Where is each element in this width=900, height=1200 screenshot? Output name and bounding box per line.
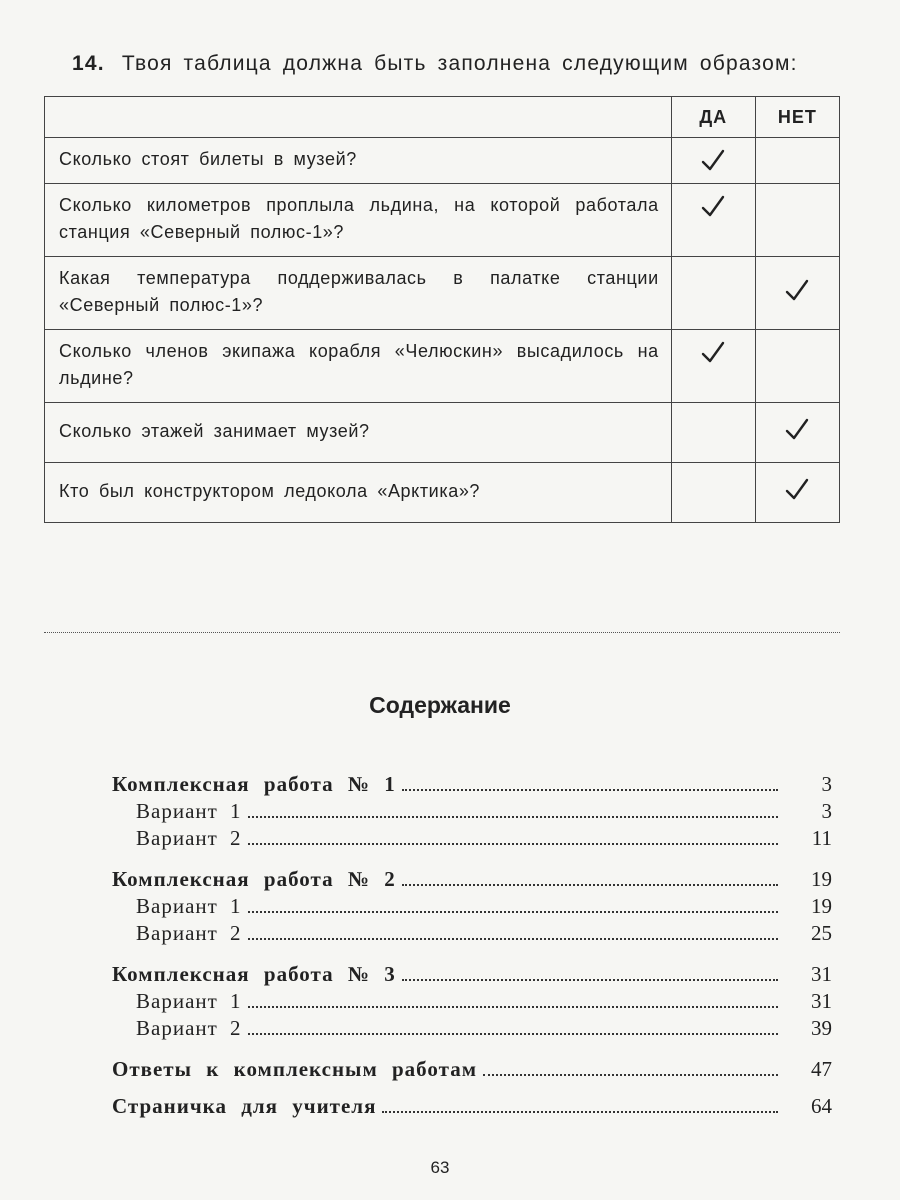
- toc-entry-label: Комплексная работа № 2: [112, 867, 396, 891]
- toc-entry-label: Вариант 1: [136, 894, 242, 918]
- toc-entry-label: Вариант 2: [136, 826, 242, 850]
- toc-group: [112, 962, 832, 1043]
- table-row: [45, 403, 840, 463]
- question-cell: Какая температура поддерживалась в палатке станции «Северный полюс-1»?: [45, 257, 672, 330]
- no-cell: [755, 257, 839, 330]
- table-row: [45, 257, 840, 330]
- toc-entry-page: 31: [811, 989, 832, 1013]
- table-row: [45, 330, 840, 403]
- no-cell: [755, 463, 839, 523]
- table-of-contents: [112, 772, 832, 1131]
- header-yes: ДА: [671, 97, 755, 138]
- toc-entry: [112, 1057, 832, 1084]
- toc-entry-page: 19: [811, 894, 832, 918]
- question-cell: Сколько членов экипажа корабля «Челюскин» высадилось на льдине?: [45, 330, 672, 403]
- toc-entry-page: 25: [811, 921, 832, 945]
- checkmark-icon: [700, 148, 726, 174]
- dot-leader: [248, 937, 778, 940]
- yes-cell: [671, 330, 755, 403]
- toc-subentry: [112, 894, 832, 921]
- section-divider: [44, 632, 840, 633]
- no-cell: [755, 138, 839, 184]
- toc-entry-page: 3: [821, 799, 832, 823]
- yes-cell: [671, 184, 755, 257]
- toc-entry-label: Вариант 1: [136, 799, 242, 823]
- toc-entry-page: 64: [811, 1094, 832, 1118]
- checkmark-icon: [784, 278, 810, 304]
- toc-entry: [112, 772, 832, 799]
- toc-subentry: [112, 921, 832, 948]
- no-cell: [755, 184, 839, 257]
- table-row: [45, 463, 840, 523]
- task-number: 14.: [72, 52, 105, 75]
- toc-subentry: [112, 989, 832, 1016]
- dot-leader: [248, 842, 778, 845]
- toc-subentry: [112, 799, 832, 826]
- table-row: [45, 184, 840, 257]
- toc-title: Содержание: [369, 692, 511, 718]
- yes-cell: [671, 463, 755, 523]
- task-text: Твоя таблица должна быть заполнена следующим образом:: [121, 52, 798, 75]
- toc-entry: [112, 962, 832, 989]
- toc-entry-label: Вариант 1: [136, 989, 242, 1013]
- toc-subentry: [112, 1016, 832, 1043]
- toc-entry-label: Комплексная работа № 1: [112, 772, 396, 796]
- table-header-row: [45, 97, 840, 138]
- yes-cell: [671, 257, 755, 330]
- toc-entry-page: 31: [811, 962, 832, 986]
- question-cell: Сколько стоят билеты в музей?: [45, 138, 672, 184]
- task-heading: [72, 52, 798, 76]
- checkmark-icon: [784, 477, 810, 503]
- toc-subentry: [112, 826, 832, 853]
- toc-entry-page: 39: [811, 1016, 832, 1040]
- toc-entry-label: Вариант 2: [136, 1016, 242, 1040]
- answers-table: [44, 96, 840, 523]
- question-cell: Кто был конструктором ледокола «Арктика»?: [45, 463, 672, 523]
- toc-group: [112, 867, 832, 948]
- toc-group: [112, 1057, 832, 1084]
- dot-leader: [248, 910, 778, 913]
- dot-leader: [402, 978, 778, 981]
- yes-cell: [671, 403, 755, 463]
- yes-cell: [671, 138, 755, 184]
- toc-entry-page: 3: [821, 772, 832, 796]
- table-row: [45, 138, 840, 184]
- checkmark-icon: [700, 194, 726, 220]
- checkmark-icon: [700, 340, 726, 366]
- toc-entry-page: 47: [811, 1057, 832, 1081]
- toc-entry-label: Вариант 2: [136, 921, 242, 945]
- toc-entry-page: 19: [811, 867, 832, 891]
- toc-entry-label: Комплексная работа № 3: [112, 962, 396, 986]
- table-body: [45, 138, 840, 523]
- toc-entry-label: Страничка для учителя: [112, 1094, 377, 1118]
- dot-leader: [402, 883, 778, 886]
- toc-group: [112, 772, 832, 853]
- dot-leader: [248, 815, 778, 818]
- dot-leader: [402, 788, 778, 791]
- toc-entry: [112, 1094, 832, 1121]
- toc-entry-label: Ответы к комплексным работам: [112, 1057, 478, 1081]
- no-cell: [755, 330, 839, 403]
- no-cell: [755, 403, 839, 463]
- toc-entry: [112, 867, 832, 894]
- toc-entry-page: 11: [811, 826, 832, 850]
- question-cell: Сколько этажей занимает музей?: [45, 403, 672, 463]
- dot-leader: [382, 1110, 778, 1113]
- checkmark-icon: [784, 417, 810, 443]
- question-cell: Сколько километров проплыла льдина, на которой работала станция «Северный полюс-1»?: [45, 184, 672, 257]
- dot-leader: [483, 1073, 778, 1076]
- header-question: [45, 97, 672, 138]
- toc-group: [112, 1094, 832, 1121]
- page-number: 63: [430, 1158, 450, 1177]
- header-no: НЕТ: [755, 97, 839, 138]
- dot-leader: [248, 1032, 778, 1035]
- dot-leader: [248, 1005, 778, 1008]
